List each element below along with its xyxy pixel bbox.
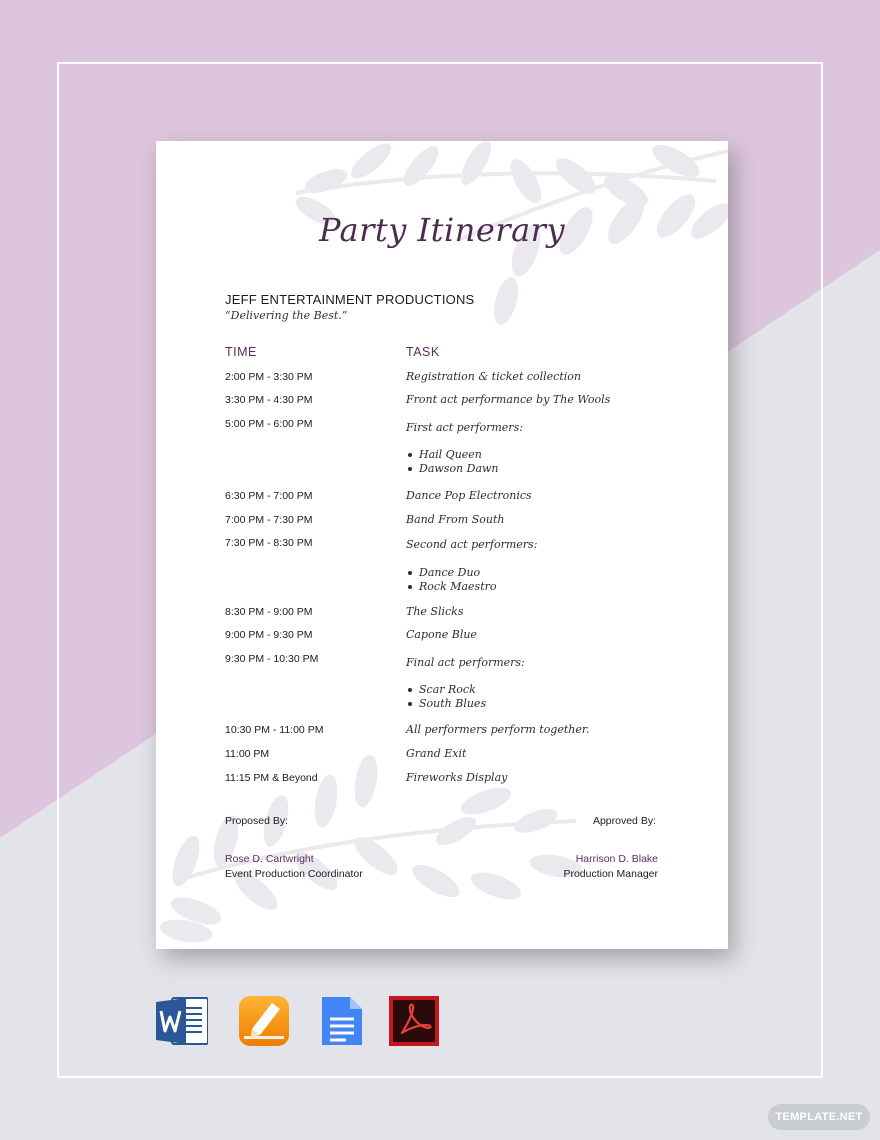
row-time: 11:00 PM [225, 748, 270, 760]
row-time: 3:30 PM - 4:30 PM [225, 394, 313, 406]
company-tagline: “Delivering the Best.” [225, 309, 348, 322]
performer-list [406, 566, 497, 593]
row-task: All performers perform together. [406, 723, 590, 736]
row-time: 8:30 PM - 9:00 PM [225, 606, 313, 618]
list-item: Rock Maestro [406, 580, 497, 594]
list-item: Hail Queen [406, 448, 499, 462]
row-task: Final act performers: [406, 656, 525, 669]
row-task: Front act performance by The Wools [406, 393, 611, 406]
row-time: 6:30 PM - 7:00 PM [225, 490, 313, 502]
proposed-by-label: Proposed By: [225, 815, 289, 827]
row-time: 11:15 PM & Beyond [225, 772, 318, 784]
performer-list [406, 448, 499, 475]
approver-role: Production Manager [563, 868, 658, 880]
word-icon[interactable] [156, 995, 208, 1047]
row-task: Second act performers: [406, 538, 538, 551]
document-title: Party Itinerary [318, 211, 566, 249]
approver-name: Harrison D. Blake [575, 853, 658, 865]
row-task: Band From South [406, 513, 505, 526]
approved-by-label: Approved By: [592, 815, 656, 827]
row-task: Grand Exit [406, 747, 467, 760]
proposer-name: Rose D. Cartwright [225, 853, 314, 865]
row-task: The Slicks [406, 605, 464, 618]
list-item: Scar Rock [406, 683, 486, 697]
pdf-icon[interactable] [388, 995, 440, 1047]
row-time: 10:30 PM - 11:00 PM [225, 724, 324, 736]
proposer-role: Event Production Coordinator [225, 868, 363, 880]
row-time: 7:30 PM - 8:30 PM [225, 537, 313, 549]
pages-icon[interactable] [238, 995, 290, 1047]
row-time: 7:00 PM - 7:30 PM [225, 514, 313, 526]
row-task: Capone Blue [406, 628, 477, 641]
row-time: 2:00 PM - 3:30 PM [225, 371, 313, 383]
row-task: First act performers: [406, 421, 523, 434]
template-net-watermark: TEMPLATE.NET [768, 1104, 870, 1130]
list-item: Dance Duo [406, 566, 497, 580]
itinerary-document [156, 141, 728, 949]
list-item: South Blues [406, 697, 486, 711]
list-item: Dawson Dawn [406, 462, 499, 476]
row-time: 9:30 PM - 10:30 PM [225, 653, 319, 665]
performer-list [406, 683, 486, 710]
time-column-header: TIME [225, 345, 257, 359]
row-time: 9:00 PM - 9:30 PM [225, 629, 313, 641]
task-column-header: TASK [406, 345, 440, 359]
row-time: 5:00 PM - 6:00 PM [225, 418, 313, 430]
row-task: Fireworks Display [406, 771, 508, 784]
google-docs-icon[interactable] [316, 995, 368, 1047]
row-task: Registration & ticket collection [406, 370, 581, 383]
row-task: Dance Pop Electronics [406, 489, 532, 502]
company-name: JEFF ENTERTAINMENT PRODUCTIONS [225, 292, 475, 307]
